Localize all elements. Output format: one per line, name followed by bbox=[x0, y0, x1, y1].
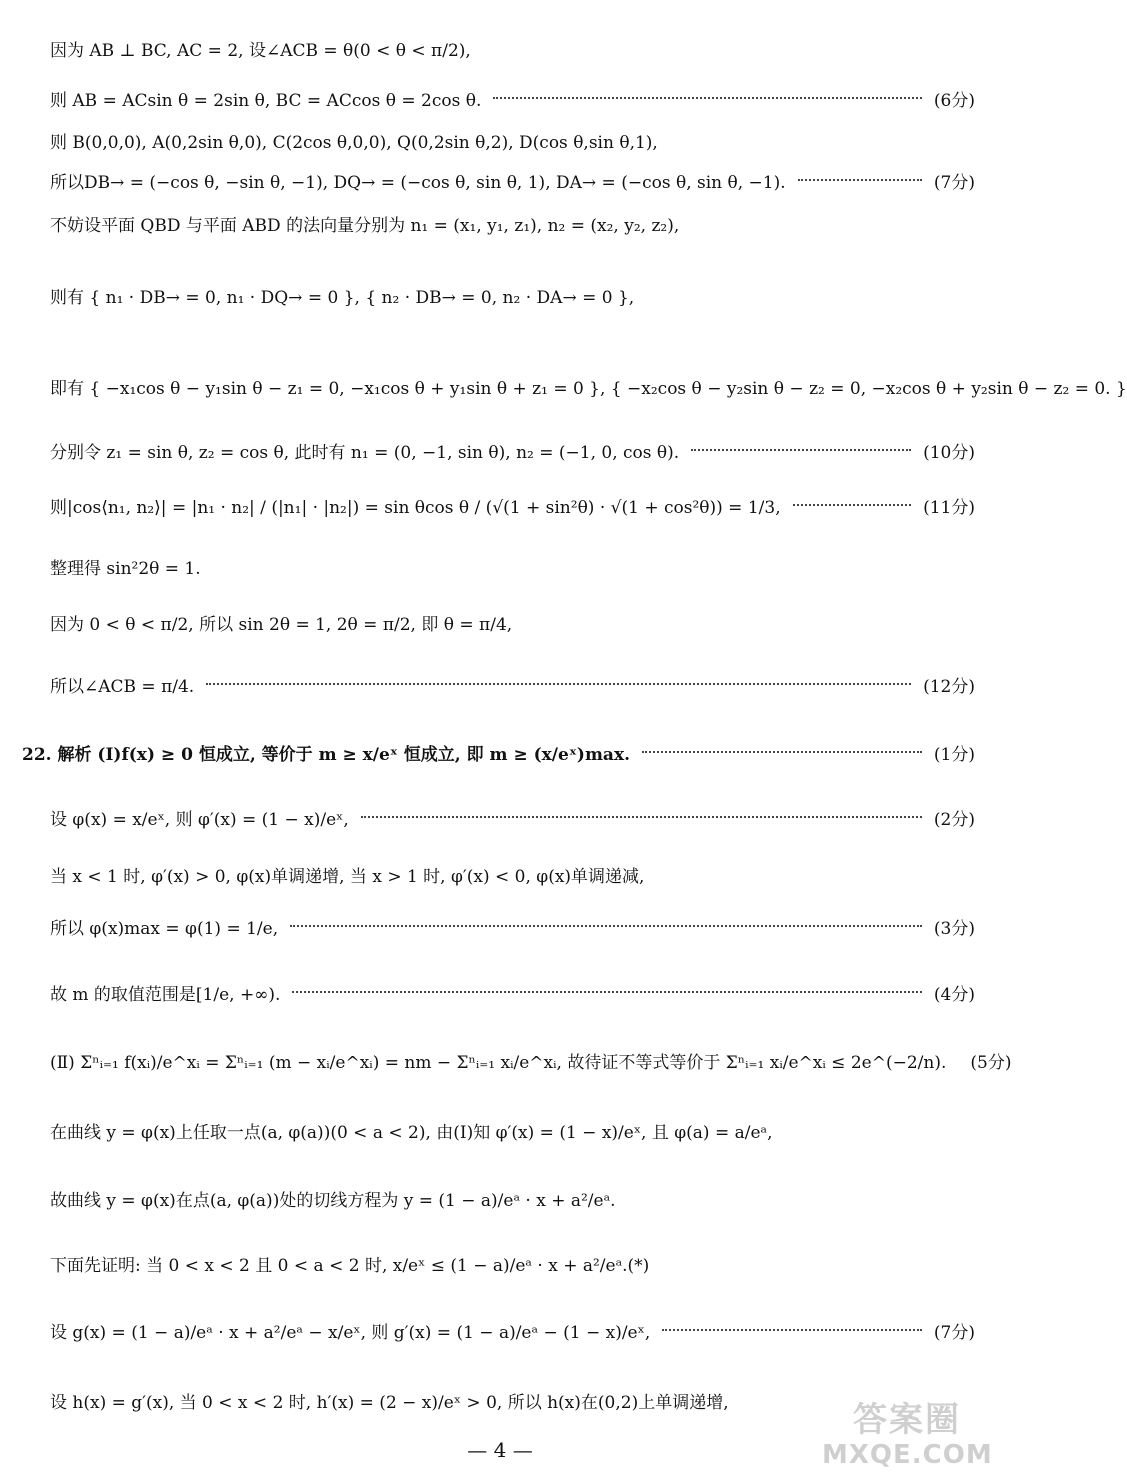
solution-line: 当 x < 1 时, φ′(x) > 0, φ(x)单调递增, 当 x > 1 时, φ′(x) < 0, φ(x)单调递减, bbox=[50, 866, 645, 887]
leader-dots bbox=[691, 449, 911, 451]
solution-line: 设 φ(x) = x/eˣ, 则 φ′(x) = (1 − x)/eˣ, (2分) bbox=[50, 797, 975, 837]
leader-dots bbox=[361, 816, 922, 818]
watermark-cn: 答案圈 bbox=[853, 1400, 961, 1440]
solution-line: 下面先证明: 当 0 < x < 2 且 0 < a < 2 时, x/eˣ ≤ (1 − a)/eᵃ · x + a²/eᵃ.(*) bbox=[50, 1255, 650, 1276]
solution-line: 设 h(x) = g′(x), 当 0 < x < 2 时, h′(x) = (2 − x)/eˣ > 0, 所以 h(x)在(0,2)上单调递增, bbox=[50, 1392, 729, 1413]
leader-dots bbox=[642, 751, 922, 753]
score-label: (1分) bbox=[933, 744, 975, 765]
score-label: (10分) bbox=[923, 442, 975, 463]
leader-dots bbox=[798, 179, 922, 181]
solution-line: 即有 { −x₁cos θ − y₁sin θ − z₁ = 0, −x₁cos θ + y₁sin θ + z₁ = 0 }, { −x₂cos θ − y₂sin θ − z₂ = 0, −x₂cos θ + y₂sin θ − z₂ = 0. } bbox=[50, 378, 1127, 399]
score-label: (6分) bbox=[933, 90, 975, 111]
solution-line: (Ⅱ) Σⁿᵢ₌₁ f(xᵢ)/e^xᵢ = Σⁿᵢ₌₁ (m − xᵢ/e^xᵢ) = nm − Σⁿᵢ₌₁ xᵢ/e^xᵢ, 故待证不等式等价于 Σⁿᵢ₌₁ xᵢ/e^xᵢ ≤ 2e^(−2/n). (5分) bbox=[50, 1040, 975, 1080]
score-label: (4分) bbox=[933, 984, 975, 1005]
solution-line: 不妨设平面 QBD 与平面 ABD 的法向量分别为 n₁ = (x₁, y₁, z₁), n₂ = (x₂, y₂, z₂), bbox=[50, 215, 680, 236]
solution-line: 整理得 sin²2θ = 1. bbox=[50, 558, 201, 579]
solution-line: 所以DB→ = (−cos θ, −sin θ, −1), DQ→ = (−cos θ, sin θ, 1), DA→ = (−cos θ, sin θ, −1). (7分) bbox=[50, 160, 975, 200]
leader-dots bbox=[292, 991, 921, 993]
solution-line: 所以 φ(x)max = φ(1) = 1/e, (3分) bbox=[50, 906, 975, 946]
score-label: (7分) bbox=[933, 1322, 975, 1343]
leader-dots bbox=[493, 97, 922, 99]
score-label: (7分) bbox=[933, 172, 975, 193]
solution-line: 在曲线 y = φ(x)上任取一点(a, φ(a))(0 < a < 2), 由(Ⅰ)知 φ′(x) = (1 − x)/eˣ, 且 φ(a) = a/eᵃ, bbox=[50, 1122, 773, 1143]
score-label: (5分) bbox=[970, 1052, 1012, 1073]
solution-line: 因为 0 < θ < π/2, 所以 sin 2θ = 1, 2θ = π/2, 即 θ = π/4, bbox=[50, 614, 513, 635]
score-label: (2分) bbox=[933, 809, 975, 830]
solution-line: 则|cos⟨n₁, n₂⟩| = |n₁ · n₂| / (|n₁| · |n₂|) = sin θcos θ / (√(1 + sin²θ) · √(1 + cos²θ)) = 1/3, (11分) bbox=[50, 485, 975, 525]
solution-line: 则 B(0,0,0), A(0,2sin θ,0), C(2cos θ,0,0), Q(0,2sin θ,2), D(cos θ,sin θ,1), bbox=[50, 132, 658, 153]
watermark-en: MXQE.COM bbox=[822, 1440, 993, 1470]
question-22-heading: 22. 解析 (Ⅰ)f(x) ≥ 0 恒成立, 等价于 m ≥ x/eˣ 恒成立, 即 m ≥ (x/eˣ)max. bbox=[22, 744, 630, 765]
solution-line: 则有 { n₁ · DB→ = 0, n₁ · DQ→ = 0 }, { n₂ · DB→ = 0, n₂ · DA→ = 0 }, bbox=[50, 287, 635, 308]
leader-dots bbox=[662, 1329, 922, 1331]
score-label: (11分) bbox=[923, 497, 975, 518]
score-label: (12分) bbox=[923, 676, 975, 697]
score-label: (3分) bbox=[933, 918, 975, 939]
watermark-logo bbox=[822, 1400, 992, 1476]
solution-line: 设 g(x) = (1 − a)/eᵃ · x + a²/eᵃ − x/eˣ, 则 g′(x) = (1 − a)/eᵃ − (1 − x)/eˣ, (7分) bbox=[50, 1310, 975, 1350]
leader-dots bbox=[206, 683, 911, 685]
solution-line: 分别令 z₁ = sin θ, z₂ = cos θ, 此时有 n₁ = (0, −1, sin θ), n₂ = (−1, 0, cos θ). (10分) bbox=[50, 430, 975, 470]
solution-line: 则 AB = ACsin θ = 2sin θ, BC = ACcos θ = 2cos θ. (6分) bbox=[50, 78, 975, 118]
solution-line: 所以∠ACB = π/4. (12分) bbox=[50, 664, 975, 704]
solution-line: 故 m 的取值范围是[1/e, +∞). (4分) bbox=[50, 972, 975, 1012]
solution-line: 故曲线 y = φ(x)在点(a, φ(a))处的切线方程为 y = (1 − a)/eᵃ · x + a²/eᵃ. bbox=[50, 1190, 616, 1211]
leader-dots bbox=[793, 504, 912, 506]
leader-dots bbox=[290, 925, 922, 927]
solution-line: 因为 AB ⊥ BC, AC = 2, 设∠ACB = θ(0 < θ < π/2), bbox=[50, 40, 471, 61]
solution-line bbox=[22, 732, 975, 772]
page-number: — 4 — bbox=[467, 1438, 533, 1462]
